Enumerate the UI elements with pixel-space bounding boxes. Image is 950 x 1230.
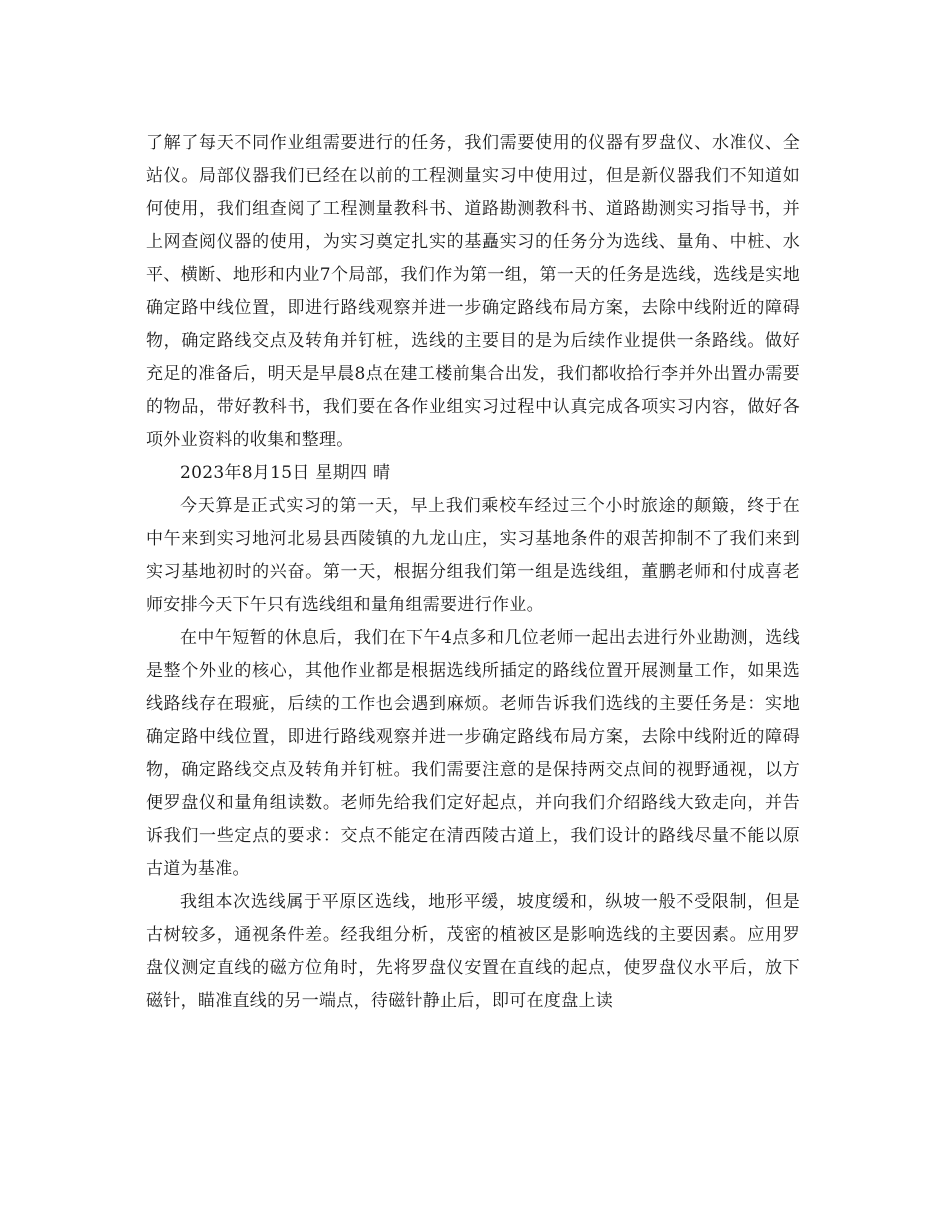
paragraph-afternoon-survey: 在中午短暂的休息后，我们在下午4点多和几位老师一起出去进行外业勘测，选线是整个外业的核心，其他作业都是根据选线所插定的路线位置开展测量工作，如果选线路线存在瑕疵，后续的工作也会遇到麻烦。老师告诉我们选线的主要任务是：实地确定路中线位置，即进行路线观察并进一步确定路线布局方案，去除中线附近的障碍物，确定路线交点及转角并钉桩。我们需要注意的是保持两交点间的视野通视，以方便罗盘仪和量角组读数。老师先给我们定好起点，并向我们介绍路线大致走向，并告诉我们一些定点的要求：交点不能定在清西陵古道上，我们设计的路线尽量不能以原古道为基准。 xyxy=(146,628,800,879)
document-body xyxy=(146,127,800,1018)
paragraph-route-selection: 我组本次选线属于平原区选线，地形平缓，坡度缓和，纵坡一般不受限制，但是古树较多，通视条件差。经我组分析，茂密的植被区是影响选线的主要因素。应用罗盘仪测定直线的磁方位角时，先将罗盘仪安置在直线的起点，使罗盘仪水平后，放下磁针，瞄准直线的另一端点，待磁针静止后，即可在度盘上读 xyxy=(146,892,800,1011)
diary-date-heading: 2023年8月15日 星期四 晴 xyxy=(180,463,391,483)
paragraph-intro: 了解了每天不同作业组需要进行的任务，我们需要使用的仪器有罗盘仪、水准仪、全站仪。局部仪器我们已经在以前的工程测量实习中使用过，但是新仪器我们不知道如何使用，我们组查阅了工程测量教科书、道路勘测教科书、道路勘测实习指导书，并上网查阅仪器的使用，为实习奠定扎实的基矗实习的任务分为选线、量角、中桩、水平、横断、地形和内业7个局部，我们作为第一组，第一天的任务是选线，选线是实地确定路中线位置，即进行路线观察并进一步确定路线布局方案，去除中线附近的障碍物，确定路线交点及转角并钉桩，选线的主要目的是为后续作业提供一条路线。做好充足的准备后，明天是早晨8点在建工楼前集合出发，我们都收拾行李并外出置办需要的物品，带好教科书，我们要在各作业组实习过程中认真完成各项实习内容，做好各项外业资料的收集和整理。 xyxy=(146,133,800,450)
paragraph-first-day: 今天算是正式实习的第一天，早上我们乘校车经过三个小时旅途的颠簸，终于在中午来到实习地河北易县西陵镇的九龙山庄，实习基地条件的艰苦抑制不了我们来到实习基地初时的兴奋。第一天，根据分组我们第一组是选线组，董鹏老师和付成喜老师安排今天下午只有选线组和量角组需要进行作业。 xyxy=(146,496,800,615)
